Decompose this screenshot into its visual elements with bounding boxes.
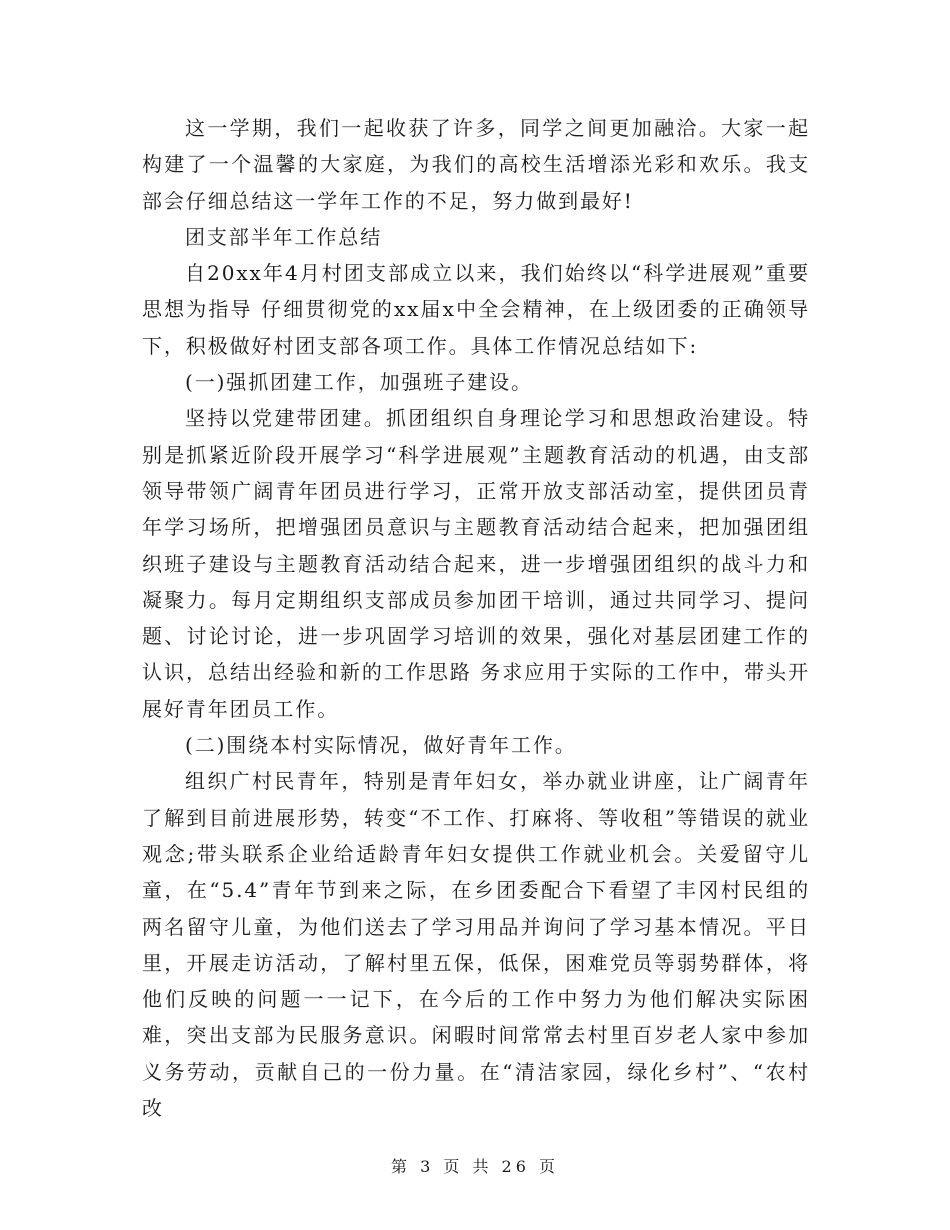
section-heading-half-year-summary: 团支部半年工作总结	[185, 224, 383, 249]
paragraph-intro: 自20xx年4月村团支部成立以来，我们始终以“科学进展观”重要思想为指导 仔细贯彻党的xx届x中全会精神，在上级团委的正确领导下，积极做好村团支部各项工作。具体工作情况总结如下:	[142, 261, 810, 358]
paragraph-semester-summary: 这一学期，我们一起收获了许多，同学之间更加融洽。大家一起构建了一个温馨的大家庭，为我们的高校生活增添光彩和欢乐。我支部会仔细总结这一学年工作的不足，努力做到最好!	[142, 116, 810, 213]
subheading-youth-work: (二)围绕本村实际情况，做好青年工作。	[185, 733, 577, 758]
document-body	[142, 110, 810, 1126]
paragraph-youth-work: 组织广村民青年，特别是青年妇女，举办就业讲座，让广阔青年了解到目前进展形势，转变“不工作、打麻将、等收租”等错误的就业观念;带头联系企业给适龄青年妇女提供工作就业机会。关爱留守儿童，在“5.4”青年节到来之际，在乡团委配合下看望了丰冈村民组的两名留守儿童，为他们送去了学习用品并询问了学习基本情况。平日里，开展走访活动，了解村里五保，低保，困难党员等弱势群体，将他们反映的问题一一记下，在今后的工作中努力为他们解决实际困难，突出支部为民服务意识。闲暇时间常常去村里百岁老人家中参加义务劳动，贡献自己的一份力量。在“清洁家园，绿化乡村”、“农村改	[142, 769, 810, 1121]
paragraph-team-building: 坚持以党建带团建。抓团组织自身理论学习和思想政治建设。特别是抓紧近阶段开展学习“科学进展观”主题教育活动的机遇，由支部领导带领广阔青年团员进行学习，正常开放支部活动室，提供团员青年学习场所，把增强团员意识与主题教育活动结合起来，把加强团组织班子建设与主题教育活动结合起来，进一步增强团组织的战斗力和凝聚力。每月定期组织支部成员参加团干培训，通过共同学习、提问题、讨论讨论，进一步巩固学习培训的效果，强化对基层团建工作的认识，总结出经验和新的工作思路 务求应用于实际的工作中，带头开展好青年团员工作。	[142, 406, 810, 721]
subheading-team-building: (一)强抓团建工作，加强班子建设。	[185, 370, 533, 395]
page-number-footer: 第 3 页 共 26 页	[391, 1157, 559, 1176]
